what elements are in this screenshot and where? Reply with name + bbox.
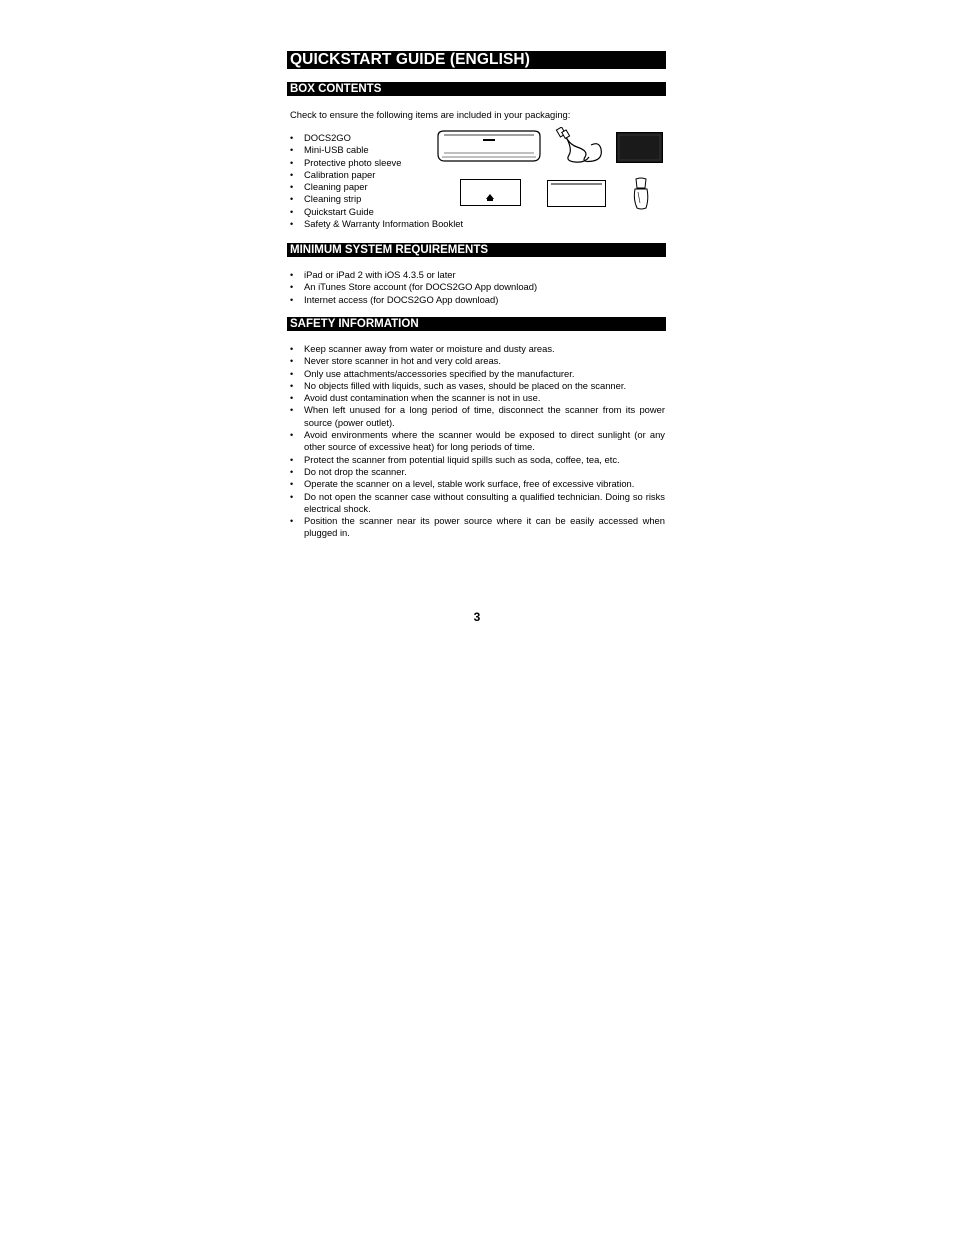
list-item: • Protective photo sleeve [289,157,463,169]
list-item: • Avoid dust contamination when the scanner is not in use. [289,392,665,404]
list-item: • Avoid environments where the scanner would be exposed to direct sunlight (or any other source of excessive heat) for long periods of time. [289,429,665,454]
list-item: • Protect the scanner from potential liquid spills such as soda, coffee, tea, etc. [289,454,665,466]
usb-cable-illustration [555,127,607,165]
list-item: • Quickstart Guide [289,206,463,218]
list-item: • DOCS2GO [289,132,463,144]
calibration-paper-illustration [460,179,521,206]
list-item: • Safety & Warranty Information Booklet [289,218,463,230]
box-contents-heading: BOX CONTENTS [287,82,666,96]
list-item: • Cleaning paper [289,181,463,193]
list-item: • Do not open the scanner case without consulting a qualified technician. Doing so risks electrical shock. [289,491,665,516]
safety-list [289,343,665,540]
list-item: • Internet access (for DOCS2GO App download) [289,294,537,306]
list-item: • No objects filled with liquids, such as vases, should be placed on the scanner. [289,380,665,392]
page-number: 3 [473,610,481,624]
list-item: • Operate the scanner on a level, stable work surface, free of excessive vibration. [289,478,665,490]
list-item: • Only use attachments/accessories specified by the manufacturer. [289,368,665,380]
photo-sleeve-illustration [616,132,663,163]
list-item: • Never store scanner in hot and very cold areas. [289,355,665,367]
list-item: • Keep scanner away from water or moisture and dusty areas. [289,343,665,355]
list-item: • Position the scanner near its power source where it can be easily accessed when plugged in. [289,515,665,540]
list-item: • Calibration paper [289,169,463,181]
scanner-illustration [434,128,544,164]
safety-heading: SAFETY INFORMATION [287,317,666,331]
system-requirements-list [289,269,537,306]
list-item: • Do not drop the scanner. [289,466,665,478]
list-item: • An iTunes Store account (for DOCS2GO App download) [289,281,537,293]
list-item: • iPad or iPad 2 with iOS 4.3.5 or later [289,269,537,281]
page-title: QUICKSTART GUIDE (ENGLISH) [287,51,666,69]
list-item: • Mini-USB cable [289,144,463,156]
list-item: • Cleaning strip [289,193,463,205]
box-contents-intro: Check to ensure the following items are included in your packaging: [290,109,571,120]
system-requirements-heading: MINIMUM SYSTEM REQUIREMENTS [287,243,666,257]
cleaning-paper-illustration [547,180,606,207]
list-item: • When left unused for a long period of time, disconnect the scanner from its power source (power outlet). [289,404,665,429]
cleaning-strip-illustration [631,177,651,211]
